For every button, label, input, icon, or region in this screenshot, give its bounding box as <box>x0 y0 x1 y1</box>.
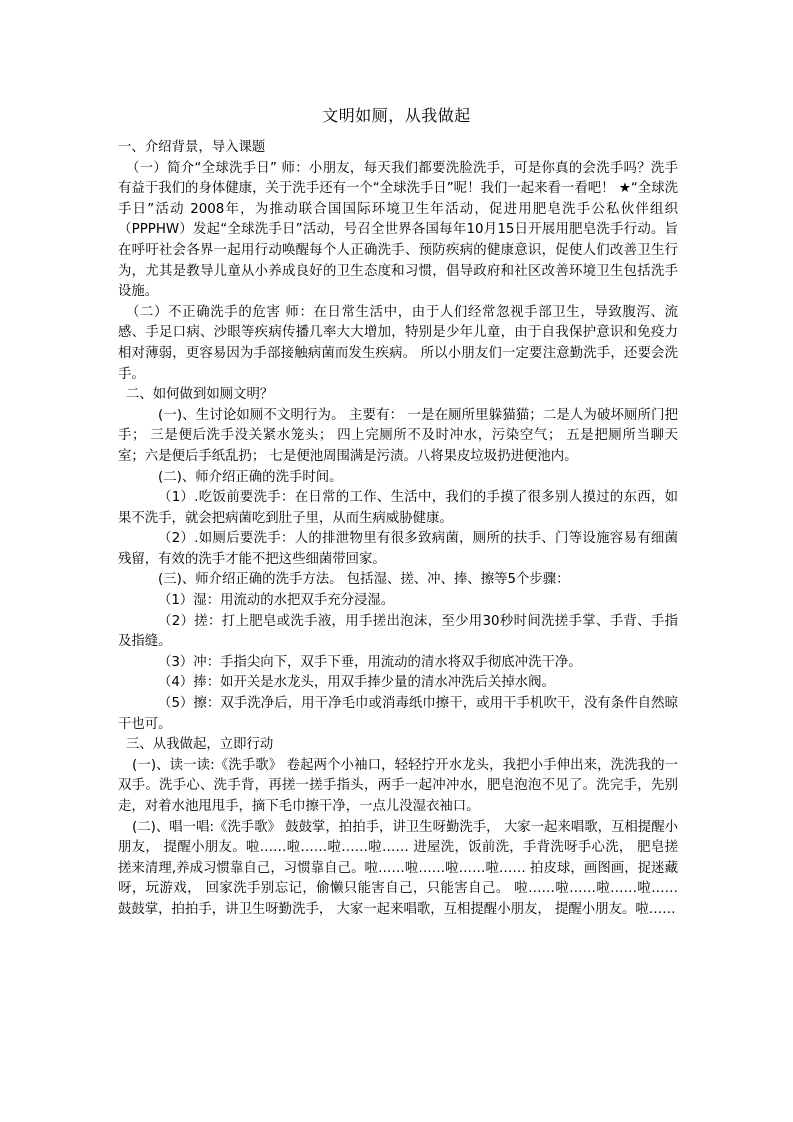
paragraph: （3）冲：手指尖向下，双手下垂，用流动的清水将双手彻底冲洗干净。 <box>158 654 582 670</box>
paragraph: (一)、生讨论如厕不文明行为。 主要有： 一是在厕所里躲猫猫；二是人为破坏厕所门把手； 三是便后洗手没关紧水笼头； 四上完厕所不及时冲水，污染空气； 五是把厕所当聊天室；六是便后手纸乱扔； 七是便池周围满是污渍。八将果皮垃圾扔进便池内。 <box>118 407 678 464</box>
paragraph: （1）.吃饭前要洗手：在日常的工作、生活中，我们的手摸了很多别人摸过的东西，如果不洗手，就会把病菌吃到肚子里，从而生病威胁健康。 <box>118 490 678 526</box>
paragraph: （1）湿：用流动的水把双手充分浸湿。 <box>158 593 395 609</box>
paragraph: （5）擦：双手洗净后，用干净毛巾或消毒纸巾擦干，或用干手机吹干，没有条件自然晾干也可。 <box>118 696 678 732</box>
paragraph: （2）搓：打上肥皂或洗手液，用手搓出泡沫，至少用30秒时间洗搓手掌、手背、手指及指缝。 <box>118 613 678 650</box>
paragraph: （一）简介“全球洗手日” 师：小朋友，每天我们都要洗脸洗手，可是你真的会洗手吗？洗手有益于我们的身体健康，关于洗手还有一个“全球洗手日”呢！我们一起来看一看吧！ ★“全球洗手日”活动 2008年，为推动联合国国际环境卫生年活动，促进用肥皂洗手公私伙伴组织（PPPHW）发起“全球洗手日”活动，号召全世界各国每年10月15日开展用肥皂洗手行动。旨在呼吁社会各界一起用行动唤醒每个人正确洗手、预防疾病的健康意识，促使人们改善卫生行为，尤其是教导儿童从小养成良好的卫生态度和习惯，倡导政府和社区改善环境卫生包括洗手设施。 <box>118 160 678 300</box>
paragraph: （2）.如厕后要洗手：人的排泄物里有很多致病菌，厕所的扶手、门等设施容易有细菌残留，有效的洗手才能不把这些细菌带回家。 <box>118 531 678 567</box>
paragraph: （二）不正确洗手的危害 师：在日常生活中，由于人们经常忽视手部卫生，导致腹泻、流感、手足口病、沙眼等疾病传播几率大大增加，特别是少年儿童，由于自我保护意识和免疫力相对薄弱，更容易因为手部接触病菌而发生疾病。 所以小朋友们一定要注意勤洗手，还要会洗手。 <box>118 304 678 382</box>
paragraph: (二)、唱一唱:《洗手歌》 鼓鼓掌，拍拍手，讲卫生呀勤洗手， 大家一起来唱歌，互相提醒小朋友， 提醒小朋友。啦……啦……啦……啦…… 进屋洗，饭前洗，手背洗呀手心洗， 肥皂搓搓来清理,养成习惯靠自己，习惯靠自己。啦……啦……啦……啦…… 拍皮球，画图画，捉迷藏呀，玩游戏， 回家洗手别忘记，偷懒只能害自己，只能害自己。 啦……啦……啦……啦…… 鼓鼓掌，拍拍手，讲卫生呀勤洗手， 大家一起来唱歌，互相提醒小朋友， 提醒小朋友。啦…… <box>118 819 678 917</box>
paragraph: (二)、师介绍正确的洗手时间。 <box>158 469 343 485</box>
document-title: 文明如厕，从我做起 <box>322 106 471 125</box>
paragraph: 一、介绍背景，导入课题 <box>118 140 266 155</box>
paragraph: (三)、师介绍正确的洗手方法。 包括湿、搓、冲、捧、擦等5个步骤： <box>158 572 570 588</box>
paragraph: 三、从我做起，立即行动 <box>126 737 274 753</box>
document-body <box>118 138 678 921</box>
paragraph: 二、如何做到如厕文明？ <box>126 387 274 403</box>
paragraph: (一)、读一读:《洗手歌》 卷起两个小袖口，轻轻拧开水龙头，我把小手伸出来，洗洗我的一双手。洗手心、洗手背，再搓一搓手指头，两手一起冲冲水，肥皂泡泡不见了。洗完手，先别走，对着水池甩甩手，摘下毛巾擦干净，一点儿没湿衣袖口。 <box>118 757 678 814</box>
paragraph: （4）捧：如开关是水龙头，用双手捧少量的清水冲洗后关掉水阀。 <box>158 675 555 691</box>
